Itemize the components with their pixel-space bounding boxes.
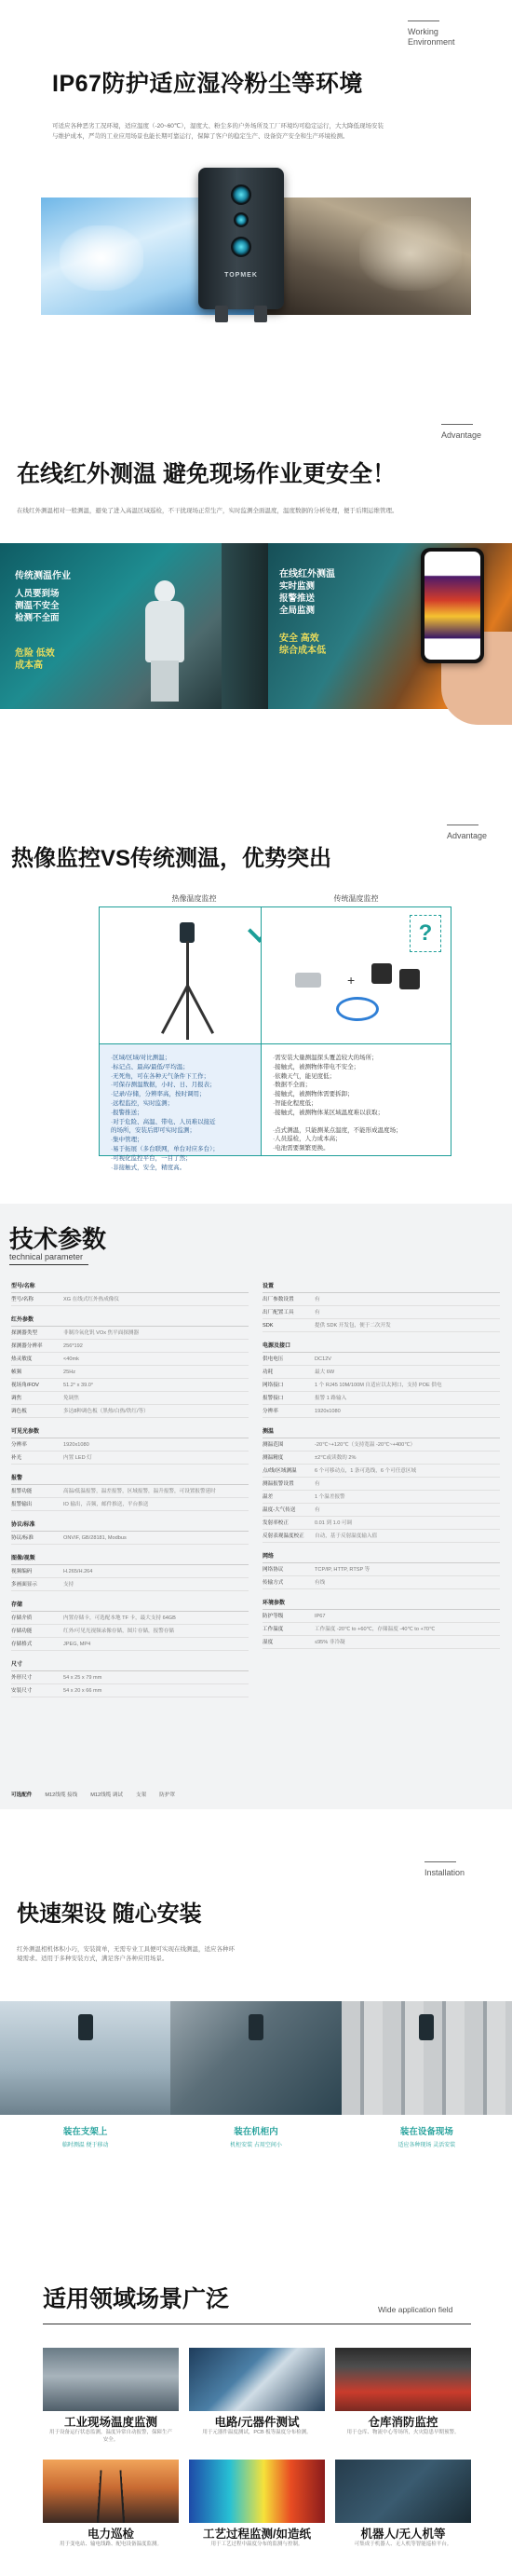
spec-value: -20℃~+120℃（支持宽温 -20℃~+400℃） [315, 1441, 416, 1448]
comparison-tag-text: Advantage [447, 831, 488, 840]
spec-group-header: 可见光参数 [11, 1424, 249, 1438]
application-card [335, 2348, 471, 2452]
spec-group-header: 红外参数 [11, 1312, 249, 1327]
application-section [0, 2281, 512, 2576]
question-mark-icon: ? [410, 915, 441, 952]
spec-row [11, 1340, 249, 1353]
spec-key: 型号/名称 [11, 1296, 34, 1302]
spec-subtitle: technical parameter [9, 1252, 84, 1261]
spec-value: 自动，基于反射温度输入值 [315, 1533, 378, 1539]
spec-value: JPEG, MP4 [63, 1641, 91, 1647]
spec-row [11, 1366, 249, 1379]
camera-lens-icon [231, 184, 251, 205]
comparison-section [0, 825, 512, 1169]
spec-key: 反射表观温度校正 [263, 1533, 304, 1539]
spec-group [263, 1278, 500, 1332]
connector-icon [215, 306, 228, 322]
spec-value: IP67 [315, 1613, 326, 1619]
spec-row [263, 1319, 500, 1332]
spec-value: IO 输出，音频，邮件推送，平台推送 [63, 1501, 149, 1507]
spec-row [11, 1485, 249, 1498]
spec-row [11, 1405, 249, 1418]
spec-value: 1920x1080 [63, 1441, 89, 1448]
list-item: ·无死角，可在各种天气条件下工作； [111, 1072, 210, 1080]
spec-row [263, 1530, 500, 1543]
application-title: 适用领域场景广泛 [43, 2286, 230, 2312]
spec-group [263, 1424, 500, 1543]
camera-sensor-icon [234, 212, 249, 227]
installation-tag-text: Installation [424, 1868, 465, 1877]
spec-key: SDK [263, 1322, 274, 1329]
spec-group [11, 1424, 249, 1465]
spec-row [263, 1379, 500, 1392]
spec-group-header: 存储 [11, 1597, 249, 1612]
list-item: ·非接触式，安全，精度高。 [111, 1164, 186, 1171]
spec-value: <40mk [63, 1356, 79, 1362]
list-item: ·接触式，被测物体带电不安全； [273, 1063, 360, 1070]
connector-icon [254, 306, 267, 322]
thermal-card-caption: 热像温度监控 [171, 894, 217, 903]
install-option [342, 2124, 512, 2148]
spec-value: 内置存储卡，可选配本地 TF 卡，最大支持 64GB [63, 1615, 176, 1621]
spec-value: ≤95% 非冷凝 [315, 1639, 345, 1645]
spec-value: 6 个可移动点，1 条可选线，6 个可任意区域 [315, 1467, 417, 1474]
spec-column-left [11, 1278, 249, 1703]
application-card-title: 电力巡检 [87, 2528, 134, 2541]
camera-icon [419, 2014, 434, 2040]
list-item: ·智能化程度低； [273, 1099, 317, 1107]
spec-key: 测温报警设置 [263, 1480, 294, 1487]
cabinet-mount-photo [170, 2001, 341, 2115]
spec-row [11, 1293, 249, 1306]
spec-title: 技术参数 [9, 1225, 107, 1253]
spec-key: 报警输出 [11, 1501, 33, 1507]
traditional-line: 人员要到场 [15, 589, 60, 599]
environment-tag-line1: Working [408, 27, 438, 36]
spec-group-header: 尺寸 [11, 1656, 249, 1671]
list-item: ·可视化监控平台，一目了然； [111, 1154, 192, 1162]
spec-key: 温差 [263, 1493, 274, 1500]
spec-group-header: 电源及接口 [263, 1338, 500, 1353]
advantage-tag-text: Advantage [441, 430, 482, 440]
spec-row [263, 1306, 500, 1319]
spec-key: 报警功能 [11, 1488, 33, 1494]
spec-row [11, 1684, 249, 1697]
spec-key: 功耗 [263, 1369, 274, 1375]
spec-row [11, 1392, 249, 1405]
spec-key: 存储格式 [11, 1641, 33, 1647]
list-item: ·接触式，被测物体某区域温度难以获取； [273, 1109, 384, 1116]
camera-icon [78, 2014, 93, 2040]
power-line-photo [43, 2460, 179, 2523]
application-card-text: 用于仓库、物流中心等场所，火灾隐患早期预警。 [346, 2430, 460, 2435]
spec-value: 支持 [63, 1581, 74, 1588]
probe-device-icon [371, 963, 392, 984]
spec-value: 51.2° x 39.0° [63, 1382, 94, 1388]
traditional-card-caption: 传统温度监控 [333, 894, 379, 903]
spec-row [11, 1498, 249, 1511]
spec-key: 安装尺寸 [11, 1687, 33, 1694]
traditional-measurement-panel [0, 543, 222, 709]
spec-value: 红外/可见光视频录像存储，图片存储，报警存储 [63, 1628, 175, 1634]
spec-value: 54 x 25 x 79 mm [63, 1674, 102, 1681]
stand-mount-photo [0, 2001, 170, 2115]
spec-key: 出厂参数设置 [263, 1296, 294, 1302]
spec-group [11, 1312, 249, 1418]
application-card [43, 2460, 179, 2564]
spec-group [11, 1278, 249, 1306]
spec-row [11, 1452, 249, 1465]
installation-description: 红外测温相机体积小巧，安装简单，无需专业工具便可实现在线测温，适应各种环境需求。适用于多种安装方式，满足客户各种应用场景。 [17, 1946, 235, 1962]
comparison-tag [447, 825, 487, 841]
spec-group-header: 协议/标准 [11, 1517, 249, 1532]
spec-group [11, 1550, 249, 1591]
tripod-camera-image [155, 922, 221, 1038]
list-item [273, 1118, 439, 1126]
spec-key: 存储介质 [11, 1615, 33, 1621]
spec-row [11, 1638, 249, 1651]
list-item: ·人员巡检，人力成本高； [273, 1136, 342, 1143]
install-option-title: 装在机柜内 [234, 2127, 278, 2137]
spec-row [263, 1405, 500, 1418]
application-card-title: 电路/元器件测试 [214, 2416, 300, 2429]
traditional-line: 测温不安全 [15, 601, 60, 611]
spec-key: 防护等级 [263, 1613, 284, 1619]
spec-value: DC12V [315, 1356, 332, 1362]
online-line: 全局监测 [279, 606, 316, 616]
traditional-lines [15, 588, 60, 624]
spec-key: 温度-大气传送 [263, 1506, 296, 1513]
online-lines [279, 580, 315, 617]
application-card-title: 仓库消防监控 [368, 2416, 438, 2429]
accessory-item: M12线缆 调试 [90, 1792, 124, 1798]
robot-drone-photo [335, 2460, 471, 2523]
application-card-title: 工艺过程监测/如造纸 [203, 2528, 311, 2541]
spec-row [11, 1612, 249, 1625]
spec-value: 有 [315, 1506, 320, 1513]
industrial-site-photo [43, 2348, 179, 2411]
warehouse-fire-photo [335, 2348, 471, 2411]
list-item: ·标记点、最高/最低/平均温； [111, 1063, 189, 1070]
spec-row [263, 1517, 500, 1530]
list-item: ·接触式，被测物体需要拆卸； [273, 1091, 354, 1098]
spec-row [263, 1293, 500, 1306]
spec-row [263, 1504, 500, 1517]
spec-key: 传输方式 [263, 1579, 284, 1586]
online-highlight-line: 安全 高效 [279, 634, 319, 644]
installation-section [0, 1861, 512, 2169]
traditional-highlight-line: 成本高 [15, 661, 43, 671]
plus-icon: + [347, 973, 356, 988]
sensor-device-icon [295, 973, 321, 988]
spec-row [11, 1671, 249, 1684]
cable-coil-icon [336, 997, 379, 1021]
divider [9, 1264, 88, 1265]
install-option-subtitle: 临时测温 便于移动 [61, 2143, 109, 2148]
spec-value: 256*192 [63, 1343, 83, 1349]
spec-row [263, 1353, 500, 1366]
environment-tag [408, 20, 455, 48]
spec-value: H.265/H.264 [63, 1568, 93, 1574]
spec-key: 工作温度 [263, 1626, 284, 1632]
spec-key: 帧频 [11, 1369, 22, 1375]
spec-group [11, 1656, 249, 1697]
spec-value: ONVIF, GB/28181, Modbus [63, 1534, 127, 1541]
spec-group-header: 环境参数 [263, 1595, 500, 1610]
application-card-text: 用于工艺过程中温度分布的监测与控制。 [210, 2542, 303, 2547]
spec-group [11, 1517, 249, 1545]
application-card-text: 用于变电站、输电线路、配电设备温度监测。 [59, 2542, 162, 2547]
spec-key: 测温精度 [263, 1454, 284, 1461]
camera-lens-icon [231, 237, 251, 257]
spec-row [263, 1392, 500, 1405]
install-option-subtitle: 机柜安装 占用空间小 [230, 2143, 282, 2148]
spec-group-header: 设置 [263, 1278, 500, 1293]
spec-row [11, 1379, 249, 1392]
online-line: 实时监测 [279, 581, 316, 592]
spec-key: 调色板 [11, 1408, 27, 1414]
spec-row [11, 1565, 249, 1578]
list-item: ·区域/区域/对比测温； [111, 1055, 171, 1061]
spec-row [11, 1438, 249, 1452]
spec-value: 最大 6W [315, 1369, 335, 1375]
traditional-drawbacks-list [261, 1044, 451, 1156]
spec-value: 25Hz [63, 1369, 76, 1375]
list-item: ·电池需要频繁更换。 [273, 1145, 330, 1152]
traditional-monitoring-card [261, 893, 451, 1156]
spec-row [263, 1563, 500, 1576]
list-item: ·依赖天气，能见度低； [273, 1072, 336, 1080]
list-item: 的场所，安装后即可实时监测； [111, 1127, 195, 1135]
install-option-title: 装在支架上 [62, 2127, 108, 2137]
pylon-icon [97, 2470, 126, 2523]
spec-value: 有 [315, 1309, 320, 1315]
spec-key: 视场角/FOV [11, 1382, 39, 1388]
spec-row [11, 1625, 249, 1638]
advantage-tag [441, 424, 481, 441]
spec-key: 出厂配置工具 [263, 1309, 294, 1315]
environment-section [0, 0, 512, 410]
application-card-text: 用于元器件温度测试，PCB 板等温度分布检测。 [202, 2430, 312, 2435]
application-tag: Wide application field [378, 2305, 453, 2314]
list-item: ·对于危险、高温、带电、人员难以接近 [111, 1118, 216, 1125]
spec-group [263, 1548, 500, 1589]
online-highlight [279, 633, 326, 657]
environment-description: 可适应各种恶劣工况环境，适应温度（-20~60℃），湿度大、粉尘多的户外场所及工厂环境均可稳定运行，大大降低现场安装与维护成本，严苛的工业应用场景也能长期可靠运行，保障了客户的稳定生产、设备资产安全和生产环境检测。 [52, 123, 384, 140]
list-item: ·点式测温，只能测某点温度，不能形成温度场； [273, 1126, 402, 1134]
spec-row [263, 1478, 500, 1491]
probe-device-icon [399, 969, 420, 989]
spec-row [11, 1327, 249, 1340]
thermal-process-photo [189, 2460, 325, 2523]
list-item: ·报警推送； [111, 1109, 143, 1116]
comparison-title: 热像监控VS传统测温，优势突出 [11, 846, 332, 871]
spec-group-header: 图像/视频 [11, 1550, 249, 1565]
spec-value: 内置 LED 灯 [63, 1454, 92, 1461]
spec-value: ±2℃或读数的 2% [315, 1454, 357, 1461]
spec-row [11, 1532, 249, 1545]
application-grid [43, 2348, 471, 2564]
list-item: ·易于拓展（多台联网，单台对应多台）； [111, 1145, 219, 1152]
spec-key: 调焦 [11, 1395, 22, 1401]
spec-key: 湿度 [263, 1639, 274, 1645]
install-option-subtitle: 适应各种现场 灵活安装 [397, 2143, 456, 2148]
spec-value: 0.01 到 1.0 可调 [315, 1520, 353, 1526]
online-highlight-line: 综合成本低 [279, 646, 326, 656]
spec-value: 免调焦 [63, 1395, 79, 1401]
spec-key: 存储功能 [11, 1628, 33, 1634]
environment-tag-line2: Environment [408, 37, 455, 47]
spec-value: 报警 1 路输入 [315, 1395, 347, 1401]
application-card [189, 2460, 325, 2564]
list-item: ·远程监控，实时监测； [111, 1099, 174, 1107]
spec-row [11, 1353, 249, 1366]
divider-image [222, 543, 268, 709]
spec-key: 网络接口 [263, 1382, 284, 1388]
accessories-row [11, 1791, 175, 1798]
spec-row [263, 1636, 500, 1649]
online-label: 在线红外测温 [279, 569, 335, 579]
traditional-card-image [261, 906, 451, 1044]
spec-row [263, 1452, 500, 1465]
technical-parameter-section [0, 1204, 512, 1809]
spec-group [11, 1470, 249, 1511]
spec-value: 1 个温差报警 [315, 1493, 345, 1500]
application-card [43, 2348, 179, 2452]
smartphone-thermal-view-image [421, 548, 484, 663]
list-item: ·数据不全面； [273, 1082, 312, 1089]
accessories-label: 可选配件 [11, 1792, 33, 1798]
camera-icon [249, 2014, 263, 2040]
spec-key: 探测器分辨率 [11, 1343, 43, 1349]
spec-key: 多画面显示 [11, 1581, 37, 1588]
circuit-board-photo [189, 2348, 325, 2411]
application-card-title: 工业现场温度监测 [63, 2416, 157, 2429]
spec-key: 发射率校正 [263, 1520, 289, 1526]
spec-key: 点/线/区域测温 [263, 1467, 297, 1474]
installation-title: 快速架设 随心安装 [17, 1901, 202, 1927]
online-line: 报警推送 [279, 593, 316, 604]
list-item: ·需安装大量测温探头覆盖较大的场所； [273, 1055, 378, 1061]
spec-value: 多达8种调色板（黑热/白热/铁红/等） [63, 1408, 149, 1414]
site-mount-photo [342, 2001, 512, 2115]
environment-title: IP67防护适应湿冷粉尘等环境 [52, 71, 363, 97]
spec-column-right [263, 1278, 500, 1655]
thermal-camera-image [198, 168, 284, 309]
spec-key: 探测器类型 [11, 1329, 37, 1336]
spec-row [263, 1491, 500, 1504]
accessory-item: 支架 [136, 1792, 147, 1798]
spec-value: 1 个 RJ45 10M/100M 自适应以太网口，支持 POE 供电 [315, 1382, 442, 1388]
spec-key: 协议/标准 [11, 1534, 34, 1541]
spec-value: 有线 [315, 1579, 326, 1586]
spec-key: 热灵敏度 [11, 1356, 33, 1362]
spec-key: 供电电压 [263, 1356, 284, 1362]
spec-value: 1920x1080 [315, 1408, 341, 1414]
application-card [335, 2460, 471, 2564]
spec-value: 54 x 20 x 66 mm [63, 1687, 102, 1694]
list-item: ·集中管理； [111, 1137, 143, 1144]
traditional-highlight [15, 647, 55, 672]
spec-group-header: 型号/名称 [11, 1278, 249, 1293]
list-item: ·记录/存储，分辨率高，按时调用； [111, 1091, 206, 1098]
protective-suit-worker-image [140, 580, 190, 702]
install-option-title: 装在设备现场 [399, 2127, 453, 2137]
spec-group-header: 报警 [11, 1470, 249, 1485]
spec-value: XG 在线式红外热成像仪 [63, 1296, 119, 1302]
installation-tag [424, 1861, 465, 1878]
spec-group-header: 测温 [263, 1424, 500, 1438]
installation-labels [0, 2124, 512, 2148]
spec-group [263, 1338, 500, 1418]
advantage-description: 在线红外测温相对一般测温，避免了进入高温区域巡检，不干扰现场正常生产，实时监测全面温度，温度数据的分析处理，便于后期运维管理。 [17, 508, 398, 514]
application-card-text: 用于设备运行状态监测，温度异常自动报警，保障生产安全。 [48, 2430, 172, 2443]
application-card-title: 机器人/无人机等 [360, 2528, 446, 2541]
spec-row [263, 1366, 500, 1379]
spec-group [11, 1597, 249, 1651]
camera-logo: TOPMEK [224, 272, 258, 279]
spec-group-header: 网络 [263, 1548, 500, 1563]
spec-key: 报警接口 [263, 1395, 284, 1401]
list-item: ·可保存测温数据，小时、日、月报表； [111, 1082, 216, 1089]
accessory-item: M12线缆 接线 [45, 1792, 78, 1798]
traditional-highlight-line: 危险 低效 [15, 648, 55, 659]
traditional-line: 检测不全面 [15, 613, 60, 623]
spec-row [263, 1576, 500, 1589]
spec-key: 分辨率 [11, 1441, 27, 1448]
spec-row [263, 1465, 500, 1478]
spec-value: 非制冷氧化钒 VOx 焦平面探测器 [63, 1329, 140, 1336]
install-option [170, 2124, 341, 2148]
install-option [0, 2124, 170, 2148]
spec-group [263, 1595, 500, 1649]
spec-key: 测温范围 [263, 1441, 284, 1448]
spec-value: 提供 SDK 开发包，便于二次开发 [315, 1322, 391, 1329]
spec-row [263, 1610, 500, 1623]
spec-value: 有 [315, 1296, 320, 1302]
accessory-item: 防护罩 [159, 1792, 176, 1798]
spec-key: 视频编码 [11, 1568, 33, 1574]
spec-key: 外形尺寸 [11, 1674, 33, 1681]
spec-value: 工作温度 -20℃ to +60℃，存储温度 -40℃ to +70℃ [315, 1626, 436, 1632]
application-card [189, 2348, 325, 2452]
spec-key: 分辨率 [263, 1408, 278, 1414]
installation-photo-strip [0, 2001, 512, 2115]
spec-row [11, 1578, 249, 1591]
dust-environment-photo [256, 198, 471, 315]
traditional-label: 传统测温作业 [15, 571, 71, 581]
spec-row [263, 1438, 500, 1452]
spec-key: 补光 [11, 1454, 22, 1461]
application-card-text: 可集成于机器人、无人机等智能巡检平台。 [354, 2542, 452, 2547]
spec-value: 有 [315, 1480, 320, 1487]
spec-row [263, 1623, 500, 1636]
advantage-title: 在线红外测温 避免现场作业更安全！ [17, 461, 396, 487]
spec-value: TCP/IP, HTTP, RTSP 等 [315, 1566, 371, 1573]
spec-value: 高温/低温报警，温差报警，区域报警，温升报警，可设置报警延时 [63, 1488, 216, 1494]
spec-key: 网络协议 [263, 1566, 284, 1573]
